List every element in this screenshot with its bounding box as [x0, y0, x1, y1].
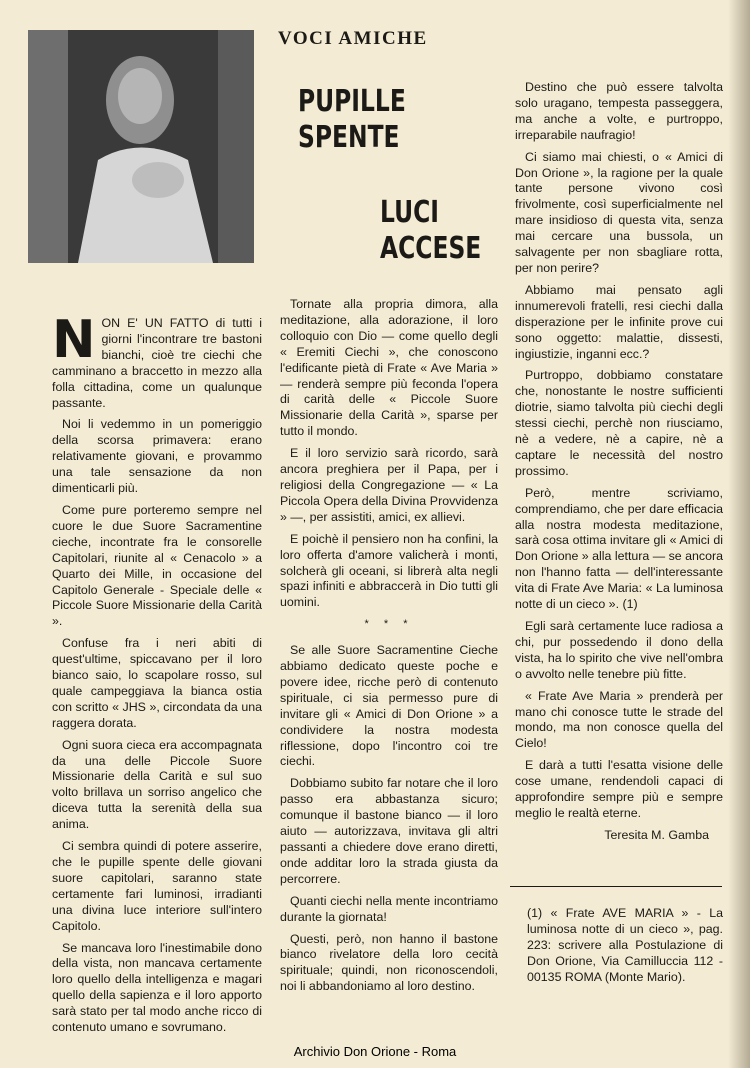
paragraph: Però, mentre scriviamo, comprendiamo, che per dare efficacia alla nostra modesta meditazione, sarà cosa ottima invitare gli « Amici di Don Orione » alla lettura — se ancora non l'hanno fatta — dell'interessante vita di Frate Ave Maria: « La luminosa notte di un cieco ». (1): [515, 485, 723, 612]
paragraph: Egli sarà certamente luce radiosa a chi, pur possedendo il dono della vista, ha lo spirito che vive nell'ombra o avvolto nelle tenebre più fitte.: [515, 619, 723, 681]
portrait-photo: [28, 30, 254, 263]
headline-line: SPENTE: [298, 120, 400, 155]
right-column: [515, 80, 723, 850]
archive-label: Archivio Don Orione - Roma: [293, 1044, 457, 1059]
paragraph: Se mancava loro l'inestimabile dono della vista, non mancava certamente loro quello della intelligenza e magari quello della sapienza e il loro apporto sarà stato per tal modo anche ricco di contenuto umano e sovrumano.: [52, 940, 262, 1035]
paragraph: Questi, però, non hanno il bastone bianco rivelatore della loro cecità spirituale; quindi, non riconoscendoli, noi li abbandoniamo al loro destino.: [280, 931, 498, 994]
paragraph: Quanti ciechi nella mente incontriamo durante la giornata!: [280, 893, 498, 924]
footnote: (1) « Frate AVE MARIA » - La luminosa notte di un cieco », pag. 223: scrivere alla Postulazione di Don Orione, Via Camilluccia 112 - 00135 ROMA (Monte Mario).: [527, 906, 723, 984]
section-separator: * * *: [364, 618, 414, 631]
paragraph: Abbiamo mai pensato agli innumerevoli fratelli, resi ciechi dalla disperazione per le infinite prove cui sono oggetto: malattie, dissesti, ingiustizie, inganni ecc.?: [515, 282, 723, 361]
paragraph: « Frate Ave Maria » prenderà per mano chi conosce tutte le strade del mondo, ma non conosce quella del Cielo!: [515, 688, 723, 751]
paragraph: Dobbiamo subito far notare che il loro passo era abbastanza sicuro; comunque il bastone bianco — il loro aiuto — autorizzava, invitava gli altri passanti a chiedere dove erano diretti, onde additar loro la strada giusta da percorrere.: [280, 776, 498, 886]
headline-part-2: [380, 195, 481, 267]
paragraph: Tornate alla propria dimora, alla meditazione, alla adorazione, il loro colloquio con Dio — come quello degli « Eremiti Ciechi », che conoscono l'edificante pietà di Frate « Ave Maria » — renderà sempre più feconda l'opera di carità delle « Piccole Suore Missionarie della Carità », sparse per tutto il mondo.: [280, 297, 498, 439]
drop-cap: N: [52, 310, 96, 370]
middle-column: [280, 297, 498, 1001]
paragraph: Ogni suora cieca era accompagnata da una delle Piccole Suore Missionarie della Carità e sul suo volto brillava un sorriso angelico che diceva tutta la serenità della sua anima.: [52, 737, 262, 832]
paragraph: E il loro servizio sarà ricordo, sarà ancora preghiera per il Papa, per i religiosi della Congregazione — « La Piccola Opera della Divina Provvidenza » —, per assistiti, amici, ex allievi.: [280, 446, 498, 524]
paragraph: Destino che può essere talvolta solo uragano, tempesta passeggera, ma anche a volte, e purtroppo, irreparabile naufragio!: [515, 80, 723, 142]
footnote-divider: [510, 886, 722, 887]
paragraph: E darà a tutti l'esatta visione delle cose umane, rendendoli capaci di approfondire sempre più e sempre meglio le realtà eterne.: [515, 758, 723, 820]
paragraph: E poichè il pensiero non ha confini, la loro offerta d'amore valicherà i monti, solcherà gli oceani, si librerà alta negli spazi infiniti e abbraccerà in Dio tutti gli uomini.: [280, 531, 498, 610]
paragraph: Ci sembra quindi di potere asserire, che le pupille spente delle giovani suore capitolari, saranno state certamente fari luminosi, irradianti una divina luce interiore sull'intero Capitolo.: [52, 839, 262, 933]
page-edge-shadow: [728, 0, 750, 1068]
paragraph: [52, 310, 262, 411]
headline-line: PUPILLE: [298, 84, 406, 119]
paragraph: Se alle Suore Sacramentine Cieche abbiamo dedicato queste poche e povere idee, ricche però di contenuto spirituale, ci sia permesso pure di invitare gli « Amici di Don Orione » a condividere la nostra modesta riflessione, dopo l'incontro coi tre ciechi.: [280, 643, 498, 769]
paragraph: Come pure porteremo sempre nel cuore le due Suore Sacramentine cieche, incontrate fra le consorelle Capitolari, riunite al « Cenacolo » a Quarto dei Mille, in occasione del Capitolo Generale - Speciale delle « Piccole Suore Missionarie della Carità ».: [52, 502, 262, 629]
paragraph-text: ON E' UN FATTO di tutti i giorni l'incontrare tre bastoni bianchi, cioè tre ciechi che camminano a braccetto in mezzo alla folla cittadina, come un qualunque passante.: [52, 316, 262, 410]
headline-line: LUCI: [380, 195, 439, 230]
paragraph: Noi li vedemmo in un pomeriggio della scorsa primavera: erano relativamente giovani, e provammo una tale sensazione da non dimenticarli più.: [52, 417, 262, 496]
left-column: [52, 310, 262, 1042]
section-title: VOCI AMICHE: [278, 28, 428, 49]
paragraph: Confuse fra i neri abiti di quest'ultime, spiccavano per il loro bianco saio, lo scapolare rosso, sul quale campeggiava la bianca ostia con scritto « JHS », circondata da una raggera dorata.: [52, 636, 262, 730]
headline-part-1: [298, 84, 406, 156]
paragraph: Ci siamo mai chiesti, o « Amici di Don Orione », la ragione per la quale tante persone vivono così frivolmente, così superficialmente nel mare insidioso di questa vita, senza mai cercare una bussola, un salvagente per non sbagliare rotta, per non perire?: [515, 149, 723, 275]
paragraph: Purtroppo, dobbiamo constatare che, nonostante le nostre sufficienti diotrie, siamo talvolta più ciechi degli stessi ciechi, perchè non riusciamo, nè a vedere, nè a capire, nè a captare le necessità del nostro prossimo.: [515, 368, 723, 478]
headline-line: ACCESE: [380, 231, 482, 266]
author-signature: Teresita M. Gamba: [604, 827, 709, 842]
